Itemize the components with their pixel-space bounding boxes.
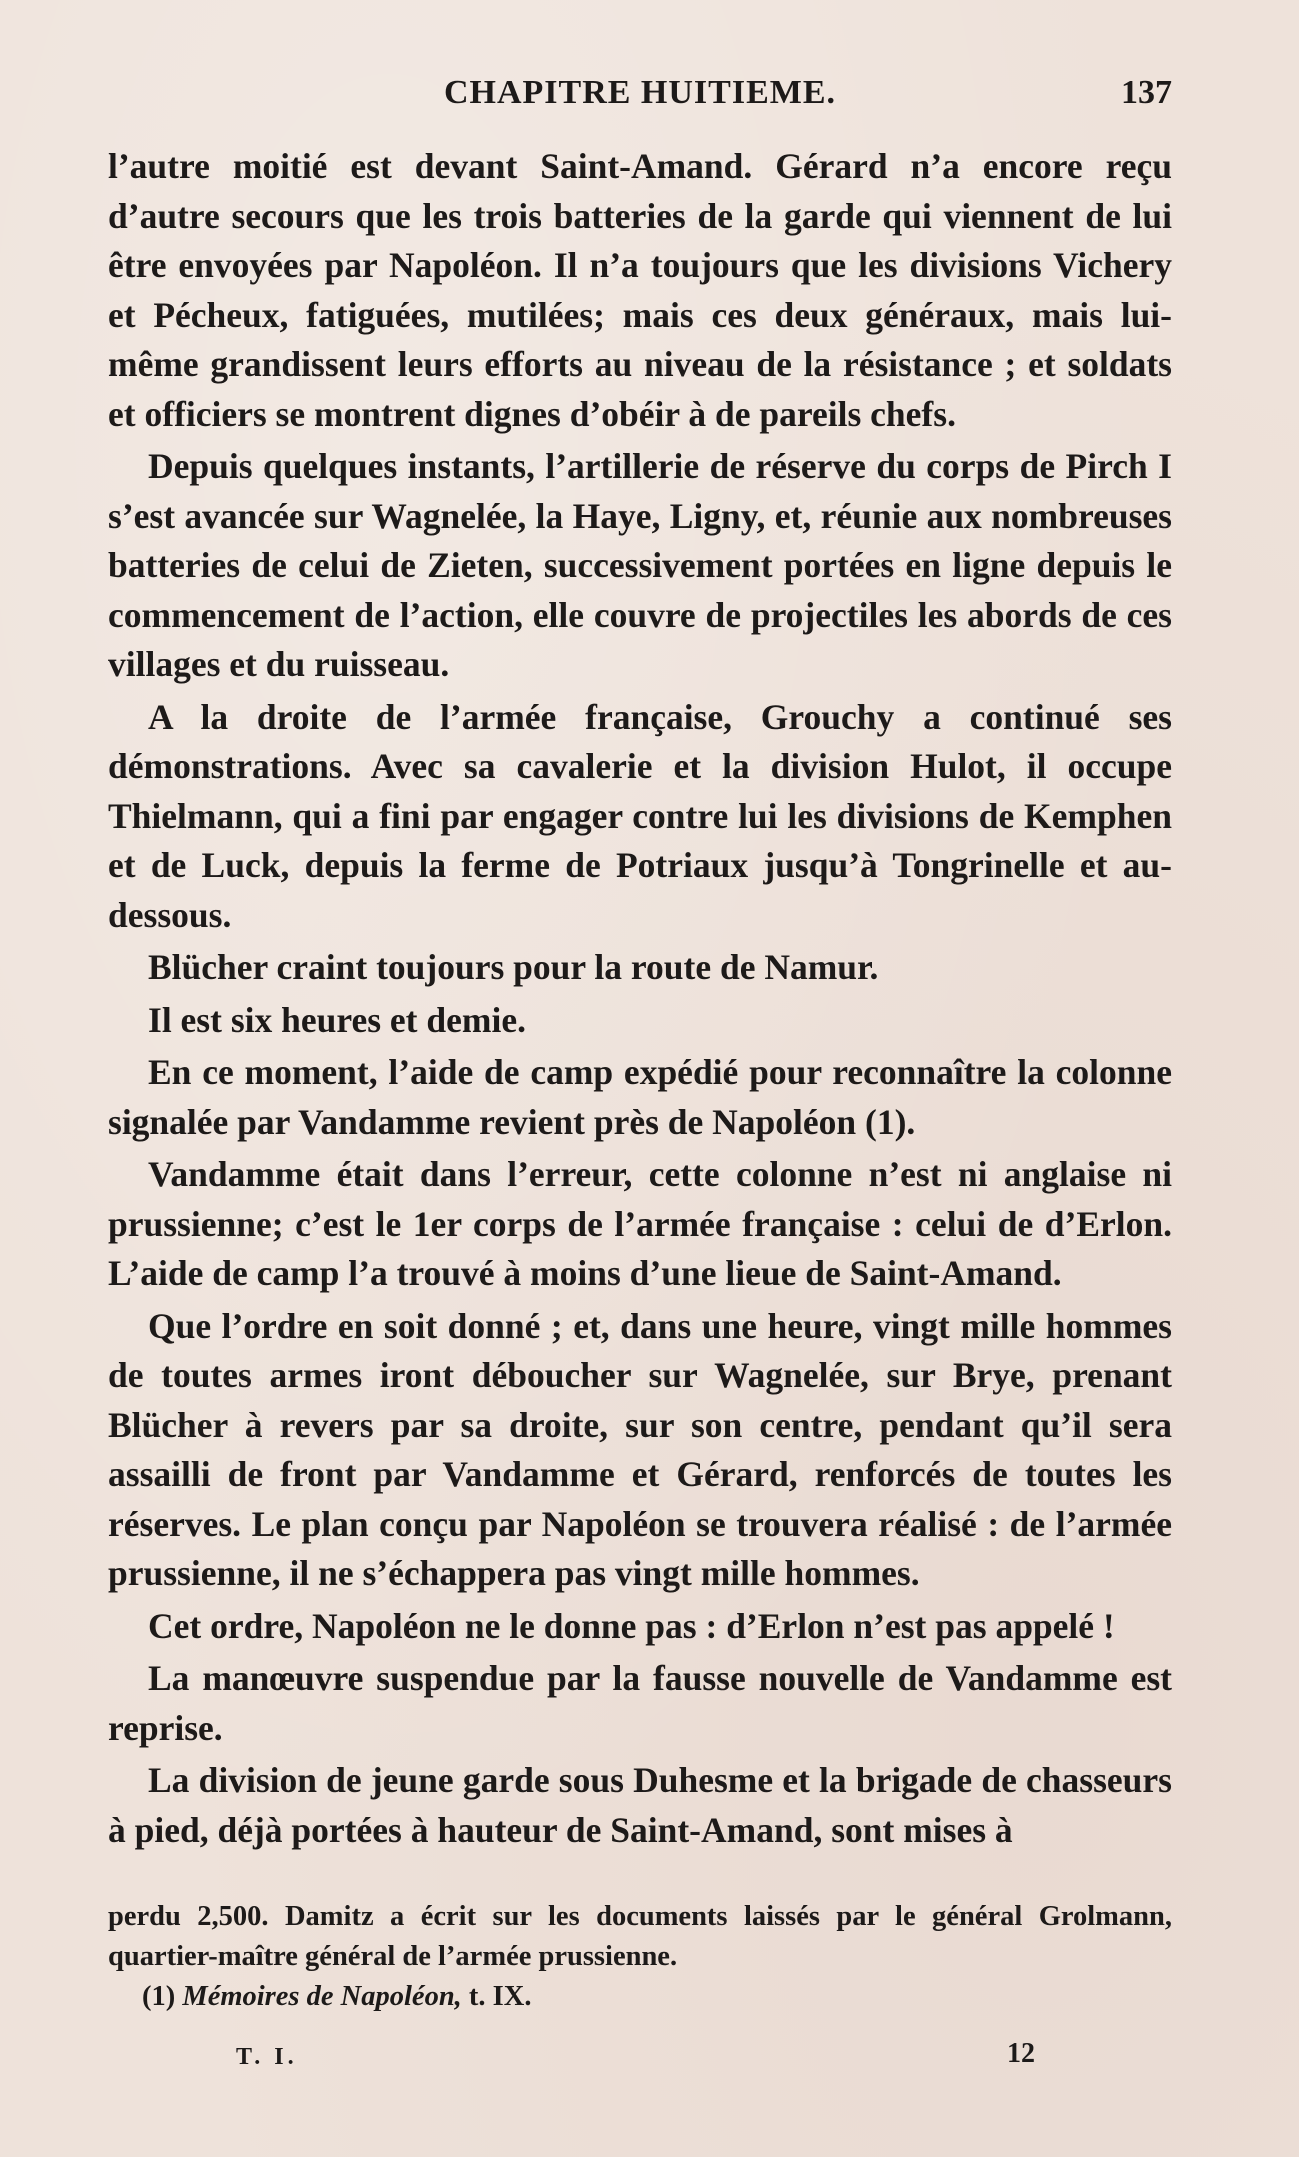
paragraph-2: Depuis quelques instants, l’artillerie de réserve du corps de Pirch I s’est avancée sur Wagnelée, la Haye, Ligny, et, réunie aux nombreuses batteries de celui de Zieten, successivement portées en ligne depuis le commencement de l’action, elle couvre de projectiles les abords de ces villages et du ruisseau. [108, 446, 1172, 684]
footnotes [108, 1897, 1172, 2017]
paragraph-3: A la droite de l’armée française, Grouchy a continué ses démonstrations. Avec sa cavalerie et la division Hulot, il occupe Thielmann, qui a fini par engager contre lui les divisions de Kemphen et de Luck, depuis la ferme de Potriaux jusqu’à Tongrinelle et au-dessous. [108, 696, 1172, 935]
page-number: 137 [1121, 74, 1172, 111]
volume-mark: T. I. [236, 2044, 298, 2070]
sheet-number: 12 [1007, 2038, 1035, 2069]
page-header [108, 74, 1172, 120]
paragraph-5: Il est six heures et demie. [148, 999, 526, 1040]
footnote-1-title: Mémoires de Napoléon, [182, 1981, 462, 2012]
printer-signature [108, 2038, 1172, 2078]
paragraph-11: La division de jeune garde sous Duhesme et la brigade de chasseurs à pied, déjà portées à hauteur de Saint-Amand, sont mises à [108, 1760, 1172, 1850]
paragraph-1: l’autre moitié est devant Saint-Amand. Gérard n’a encore reçu d’autre secours que les trois batteries de la garde qui viennent de lui être envoyées par Napoléon. Il n’a toujours que les divisions Vichery et Pécheux, fatiguées, mutilées; mais ces deux généraux, mais lui-même grandissent leurs efforts au niveau de la résistance ; et soldats et officiers se montrent dignes d’obéir à de pareils chefs. [108, 146, 1172, 434]
footnote-continuation: perdu 2,500. Damitz a écrit sur les documents laissés par le général Grolmann, quartier-maître général de l’armée prussienne. [108, 1901, 1172, 1972]
footnote-1-rest: t. IX. [468, 1981, 532, 2012]
paragraph-7: Vandamme était dans l’erreur, cette colonne n’est ni anglaise ni prussienne; c’est le 1er corps de l’armée française : celui de d’Erlon. L’aide de camp l’a trouvé à moins d’une lieue de Saint-Amand. [108, 1154, 1172, 1293]
body-text [108, 142, 1172, 1855]
paragraph-8: Que l’ordre en soit donné ; et, dans une heure, vingt mille hommes de toutes armes iront déboucher sur Wagnelée, sur Brye, prenant Blücher à revers par sa droite, sur son centre, pendant qu’il sera assailli de front par Vandamme et Gérard, renforcés de toutes les réserves. Le plan conçu par Napoléon se trouvera réalisé : de l’armée prussienne, il ne s’échappera pas vingt mille hommes. [108, 1305, 1172, 1593]
footnote-1 [108, 1977, 1172, 2017]
running-title: CHAPITRE HUITIEME. [443, 74, 837, 111]
footnote-1-marker: (1) [142, 1981, 176, 2012]
paragraph-10: La manœuvre suspendue par la fausse nouvelle de Vandamme est reprise. [108, 1658, 1172, 1748]
paragraph-4: Blücher craint toujours pour la route de Namur. [148, 947, 879, 987]
paragraph-6: En ce moment, l’aide de camp expédié pour reconnaître la colonne signalée par Vandamme revient près de Napoléon (1). [108, 1052, 1172, 1142]
paragraph-9: Cet ordre, Napoléon ne le donne pas : d’Erlon n’est pas appelé ! [148, 1605, 1115, 1646]
